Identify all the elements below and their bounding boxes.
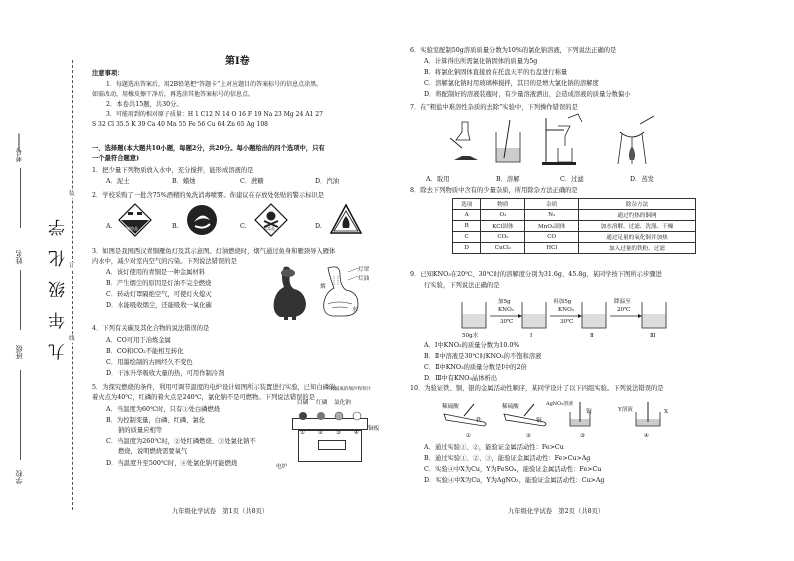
q9-fig-label-II: Ⅱ [590, 333, 594, 339]
q10-fig-label-y-solution: Y溶液 [618, 407, 633, 413]
q2-stem: 2．学校采购了一批含75%酒精的免洗消毒喷雾。你建议在存放处张贴的警示标识是 [92, 192, 325, 199]
note-line-1: 1．每题选出答案后，用2B铅笔把“答题卡”上对应题目的答案标号的信息点涂黑。 [106, 81, 323, 88]
q8-cell: 加水溶解、过滤、洗涤、干燥 [579, 221, 696, 232]
q5-option-a: A．当温度为60℃时，只有①处白磷燃烧 [106, 406, 221, 413]
q5-fig-label-isolated: 被隔离的细沙和铁片 [330, 387, 372, 392]
seal-char-1: 装 [69, 191, 75, 197]
q1-option-a: A．泥土 [106, 178, 130, 185]
q10-fig-label-1: ① [466, 433, 472, 439]
q10-fig-label-2: ② [526, 433, 532, 439]
q3-fig-label-lampshade: 灯罩 [358, 267, 370, 273]
q9-fig-label-I: Ⅰ [530, 333, 533, 339]
table-row [453, 210, 696, 221]
table-row [453, 221, 696, 232]
q5-fig-label-copper-plate: 铜板 [368, 426, 380, 432]
q9-fig-label-30c-1: 30℃ [500, 319, 514, 325]
q8-header-cell: 物质 [481, 199, 525, 210]
q9-fig-label-III: Ⅲ [650, 333, 656, 339]
q8-cell: MnO₂固体 [525, 221, 579, 232]
q8-cell: CuCl₂ [481, 243, 525, 254]
q5-fig-label-nacl: 氯化钠 [334, 400, 351, 406]
q2-option-d: D. [315, 223, 322, 230]
subject-vertical: 九年级化学 [49, 205, 69, 360]
class-label: 班级 [15, 345, 23, 359]
school-field [20, 370, 21, 460]
q5-fig-label-2: ② [318, 430, 324, 436]
q5-fig-label-3: ③ [336, 430, 342, 436]
q6-option-d: D．将配制好的溶液装瓶时，有少量溶液洒出，会造成溶液的质量分数偏小 [424, 91, 631, 98]
q10-fig-label-4: ④ [644, 433, 650, 439]
q2-option-c: C. [240, 223, 247, 230]
q10-fig-label-3: ③ [580, 433, 586, 439]
q9-fig-label-50g-water: 50g水 [462, 333, 479, 339]
q10-fig-label-acid-2: 稀硫酸 [502, 404, 519, 410]
q8-cell: B [453, 221, 481, 232]
q5-line-1: 5．为探究燃烧的条件，利用可调节温度的电炉设计如图所示装置进行实验，已知白磷的 [92, 384, 336, 391]
seal-char-2: 订 [69, 263, 75, 269]
page2-footer: 九年级化学试卷 第2页（共8页） [508, 508, 605, 515]
q8-cell: C [453, 232, 481, 243]
q6-option-a: A．计算得出所需氯化钠固体的质量为5g [424, 58, 538, 65]
q3-option-a: A．该灯使用的青铜是一种金属材料 [106, 269, 206, 276]
table-row [453, 243, 696, 254]
q2-option-a: A. [106, 223, 113, 230]
goose-lamp-photo-icon [270, 265, 312, 321]
q9-line-2: 行实验，下列说法正确的是 [424, 282, 500, 289]
q5-fig-label-furnace: 电炉 [276, 464, 288, 470]
q2-option-b: B. [172, 223, 179, 230]
q5-option-d: D．当温度升至500℃时，④处氯化钠可能燃烧 [106, 460, 238, 467]
q3-line-2: 内水中，减少对室内空气的污染。下列说法错误的是 [92, 258, 237, 265]
q3-fig-label-smoke: 烟 [320, 284, 326, 290]
q3-line-1: 3．如图是我国西汉青铜雁鱼灯及其示意图。灯油燃烧时，烟气通过鱼身和雁颈导入雁体 [92, 248, 336, 255]
sign-c-text: 有毒品 [263, 226, 275, 231]
q8-cell: CO [525, 232, 579, 243]
q6-option-c: C．溶解氯化钠时用玻璃棒搅拌，其目的是增大氯化钠的溶解度 [424, 80, 599, 87]
q8-cell: CO₂ [481, 232, 525, 243]
page1-footer: 九年级化学试卷 第1页（共8页） [172, 508, 269, 515]
q5-option-c-line-2: 燃烧，说明燃烧需要氧气 [118, 448, 188, 455]
q1-option-b: B．蜡烛 [172, 178, 196, 185]
q10-option-a: A．通过实验①、②，能验证金属活动性：Fe>Cu [424, 444, 564, 451]
note-line-3: 2．本卷共15题，共30分。 [106, 101, 183, 108]
q4-option-c: C．用墨绘制的古画经久不变色 [106, 359, 193, 366]
q5-option-b-cont: 钠的质量应相等 [118, 427, 163, 434]
q6-option-b: B．将氯化钠固体直接放在托盘天平的右盘进行称量 [424, 69, 568, 76]
q10-fig-label-x: X [664, 409, 668, 415]
q8-cell: HCl [525, 243, 579, 254]
dark-circle-sign-icon [186, 204, 218, 236]
q10-option-b: B．通过实验①、②、③，能验证金属活动性：Fe>Cu>Ag [424, 455, 591, 462]
q7-option-d: D．蒸发 [630, 176, 654, 183]
q8-cell: 通过足量的氧化铜并加热 [579, 232, 696, 243]
q8-header-cell: 选项 [453, 199, 481, 210]
note-line-5: S 32 Cl 35.5 K 39 Ca 40 Mn 55 Fe 56 Cu 64 Zn 65 Ag 108 [92, 121, 269, 128]
q3-fig-label-oil: 灯油 [358, 276, 370, 282]
q9-fig-label-kno3-2: KNO₃ [558, 307, 574, 313]
q3-option-b: B．产生烟尘的原因是灯油不完全燃烧 [106, 280, 212, 287]
q3-fig-label-water: 水 [352, 307, 358, 313]
q9-fig-label-cool: 降温至 [614, 299, 631, 305]
q5-option-c-line-1: C．当温度为260℃时，②处红磷燃烧、③处氯化钠不 [106, 438, 256, 445]
q7-take-sample-icon [448, 118, 484, 166]
school-label: 学校 [15, 470, 23, 484]
q8-cell: 加入过量的铁粉、过滤 [579, 243, 696, 254]
q7-option-c: C．过滤 [560, 176, 584, 183]
q1-option-c: C．蔗糖 [240, 178, 264, 185]
q10-fig-label-agno3: AgNO₃溶液 [546, 401, 574, 407]
q4-option-d: D．干冰升华吸收大量的热，可用作制冷剂 [106, 370, 225, 377]
q5-line-2: 着火点为40℃，红磷的着火点是240℃，氯化钠不是可燃物。下列说法错误的是 [92, 394, 316, 401]
exam-no-field [20, 168, 21, 228]
q9-option-d: D．Ⅲ中有KNO₃晶体析出 [424, 375, 498, 382]
sign-a-text: 腐蚀品 [126, 226, 138, 231]
flammable-sign-icon [330, 204, 362, 234]
note-line-2: 如需改动，用橡皮擦干净后，再选涂其他答案标号的信息点。 [92, 91, 255, 98]
q9-fig-label-kno3-1: KNO₃ [498, 307, 514, 313]
furnace-samples-icon [294, 408, 366, 420]
q7-option-a: A．取用 [426, 176, 450, 183]
q9-line-1: 9．已知KNO₃在20℃、30℃时的溶解度分别为31.6g、45.8g，某同学按下图所示步骤进 [410, 271, 662, 278]
name-label: 姓名 [15, 250, 23, 264]
q9-option-b: B．Ⅱ中溶液是30℃时KNO₃的不饱和溶液 [424, 353, 542, 360]
q9-option-c: C．Ⅱ中KNO₃的质量分数是Ⅰ中的2倍 [424, 364, 527, 371]
q7-dissolve-icon [488, 118, 528, 166]
seal-char-3: 线 [69, 336, 75, 342]
q8-cell: A [453, 210, 481, 221]
q8-cell: N₂ [525, 210, 579, 221]
table-row [453, 232, 696, 243]
page-title: 第Ⅰ卷 [225, 56, 250, 67]
q10-option-d: D．实验④中X为Cu，Y为AgNO₃，能验证金属活动性：Cu>Ag [424, 477, 605, 484]
q7-option-b: B．溶解 [496, 176, 520, 183]
q3-option-c: C．转动灯罩隔绝空气，可使灯火熄灭 [106, 291, 212, 298]
q8-table-header-row [453, 199, 696, 210]
notes-heading: 注意事项： [92, 70, 124, 77]
q4-option-a: A．CO可用于冶炼金属 [106, 337, 171, 344]
q7-filter-icon [540, 112, 592, 168]
q5-option-b: B．为控制变量，白磷、红磷、氯化 [106, 417, 206, 424]
q8-cell: D [453, 243, 481, 254]
q9-fig-label-add5g-1: 加5g [498, 299, 511, 305]
q8-header-cell: 除杂方法 [579, 199, 696, 210]
q7-evaporate-icon [610, 112, 662, 168]
section1-line-2: 一个最符合题意) [92, 155, 140, 162]
binding-dashed-line [72, 60, 73, 510]
q4-stem: 4．下列有关碳及其化合物的说法错误的是 [92, 325, 210, 332]
q8-table [452, 198, 696, 254]
section1-line-1: 一、选择题(本大题共10小题，每题2分，共20分。每小题给出的四个选项中，只有 [92, 145, 325, 152]
q9-fig-label-30c-2: 30℃ [560, 319, 574, 325]
furnace-display [318, 440, 346, 450]
q5-fig-label-4: ④ [354, 430, 360, 436]
q10-fig-label-copper-1: 铜 [536, 418, 542, 424]
q8-cell: 通过灼热的铜网 [579, 210, 696, 221]
q10-fig-label-acid-1: 稀硫酸 [442, 404, 459, 410]
q5-fig-label-1: ① [300, 430, 306, 436]
q10-fig-label-iron: 铁 [476, 418, 482, 424]
q4-option-b: B．CO和CO₂不能相互转化 [106, 348, 184, 355]
q5-fig-label-red-p: 红磷 [316, 400, 328, 406]
q9-fig-label-20c: 20℃ [617, 307, 631, 313]
q9-fig-label-add5g-2: 再加5g [553, 299, 572, 305]
name-field [20, 270, 21, 330]
note-line-4: 3．可能用到的相对原子质量：H 1 C12 N 14 O 16 F 19 Na 23 Mg 24 A1 27 [106, 111, 323, 118]
q5-fig-label-white-p: 白磷 [297, 400, 309, 406]
q8-cell: KCl固体 [481, 221, 525, 232]
q8-header-cell: 杂质 [525, 199, 579, 210]
q8-cell: O₂ [481, 210, 525, 221]
q7-stem: 7．在“粗盐中难溶性杂质的去除”实验中，下列操作错误的是 [410, 104, 578, 111]
q6-stem: 6．实验室配制50g溶质质量分数为10%的氯化钠溶液，下列说法正确的是 [410, 47, 617, 54]
exam-no-label: 考号 [15, 148, 23, 162]
q3-option-d: D．水能吸收烟尘，还能吸收一氧化碳 [106, 302, 212, 309]
q8-stem: 8．除去下列物质中含有的少量杂质，所用除杂方法正确的是 [410, 187, 578, 194]
q1-stem: 1．把少量下列物质放入水中，充分搅拌，能形成溶液的是 [92, 167, 254, 174]
q1-option-d: D．汽油 [315, 178, 339, 185]
q10-fig-label-copper-2: 铜 [586, 409, 592, 415]
q10-stem: 10．为验证铁、铜、银的金属活动性顺序，某同学设计了以下四组实验。下列说法错误的是 [410, 385, 664, 392]
q9-option-a: A．Ⅰ中KNO₃的质量分数为10.0% [424, 342, 520, 349]
q10-option-c: C．实验④中X为Cu，Y为FeSO₄，能验证金属活动性：Fe>Cu [424, 466, 602, 473]
